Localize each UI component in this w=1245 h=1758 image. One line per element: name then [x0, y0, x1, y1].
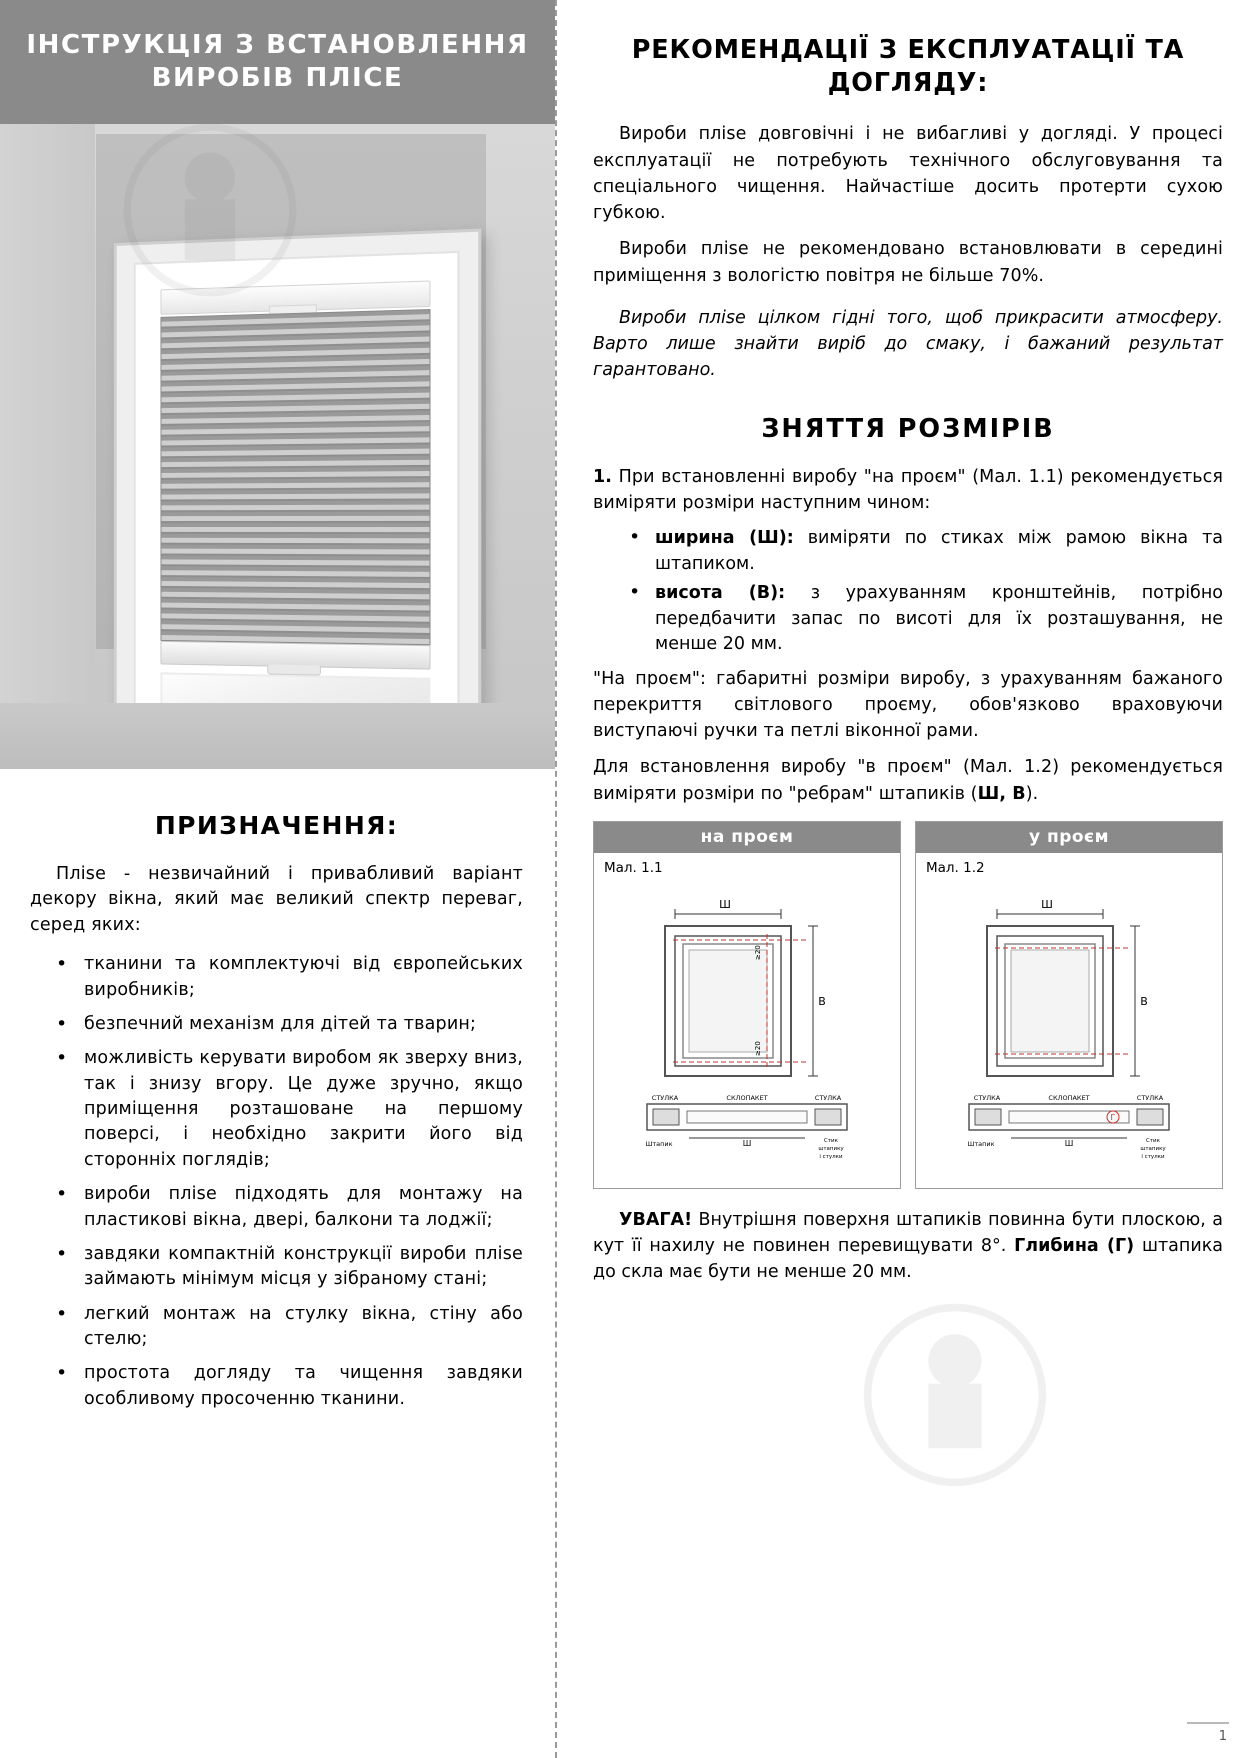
list-item: [593, 581, 1223, 658]
svg-text:і стулки: і стулки: [1141, 1153, 1165, 1160]
warning-note: [593, 1207, 1223, 1286]
diagram-in-opening: [915, 821, 1223, 1189]
list-item: [593, 526, 1223, 577]
floor-surface: [0, 703, 555, 769]
left-column: [0, 0, 555, 1758]
instruction-header-band: [0, 0, 555, 124]
diagram-1-header: на проєм: [594, 822, 900, 853]
svg-text:Стик: Стик: [824, 1137, 838, 1144]
svg-text:штапику: штапику: [1140, 1145, 1166, 1152]
term-height-text: з урахуванням кронштейнів, потрібно передбачити запас по висоті для їх розташування, не менше 20 мм.: [655, 583, 1223, 655]
svg-text:В: В: [1140, 994, 1148, 1008]
diagram-2-header: у проєм: [916, 822, 1222, 853]
measurement-step-number: 1.: [593, 466, 613, 487]
measurement-paragraph-3: [593, 754, 1223, 807]
svg-text:В: В: [818, 994, 826, 1008]
warning-text-part-1: Внутрішня поверхня штапиків повинна бути плоскою, а кут її нахилу не повинен перевищувати 8°.: [593, 1209, 1223, 1257]
svg-text:СКЛОПАКЕТ: СКЛОПАКЕТ: [1048, 1093, 1090, 1102]
svg-text:Ш: Ш: [1064, 1138, 1074, 1148]
window-frame: [114, 229, 481, 769]
svg-text:≥20: ≥20: [754, 945, 762, 960]
term-width: ширина (Ш):: [655, 528, 794, 548]
svg-text:СКЛОПАКЕТ: СКЛОПАКЕТ: [726, 1093, 768, 1102]
care-paragraph-2: Вироби пліse не рекомендовано встановлювати в середині приміщення з вологістю повітря не більше 70%.: [593, 239, 1223, 286]
svg-text:≥20: ≥20: [754, 1041, 762, 1056]
measurement-intro-text: При встановленні виробу "на проєм" (Мал. 1.1) рекомендується виміряти розміри наступним чином:: [593, 466, 1223, 513]
list-item: • легкий монтаж на стулку вікна, стіну або стелю;: [30, 1302, 523, 1353]
svg-text:штапику: штапику: [818, 1145, 844, 1152]
care-paragraph-1: Вироби пліse довговічні і не вибагливі у догляді. У процесі експлуатації не потребують технічного обслуговування та спеціального чищення. Найчастіше досить протерти сухою губкою.: [593, 124, 1223, 223]
svg-text:Штапик: Штапик: [967, 1139, 995, 1148]
warning-text-part-2: штапика до скла має бути не менше 20 мм.: [593, 1236, 1224, 1283]
page-number: 1: [1218, 1729, 1227, 1744]
measurement-p3-post: ).: [1025, 783, 1039, 804]
svg-text:Штапик: Штапик: [645, 1139, 673, 1148]
svg-text:Г: Г: [1110, 1112, 1116, 1122]
svg-text:Ш: Ш: [742, 1138, 752, 1148]
svg-text:Ш: Ш: [719, 897, 731, 911]
list-item: • завдяки компактній конструкції вироби пліse займають мінімум місця у зібраному стані;: [30, 1242, 523, 1293]
purpose-section: [0, 769, 555, 1412]
wall-surface: [0, 124, 95, 769]
svg-text:СТУЛКА: СТУЛКА: [973, 1093, 1001, 1102]
measurement-paragraph-2: "На проєм": габаритні розміри виробу, з урахуванням бажаного перекриття світлового проєму, обов'язково враховуючи виступаючі ручки та петлі віконної рами.: [593, 668, 1223, 742]
svg-text:СТУЛКА: СТУЛКА: [814, 1093, 842, 1102]
blind-bottom-rail: [160, 641, 430, 670]
warning-label: УВАГА!: [619, 1209, 693, 1230]
svg-text:Ш: Ш: [1041, 897, 1053, 911]
diagram-1-canvas: [594, 876, 900, 1188]
term-width-text: виміряти по стиках між рамою вікна та штапиком.: [655, 528, 1223, 574]
list-item: • простота догляду та чищення завдяки особливому просоченню тканини.: [30, 1361, 523, 1412]
diagram-2-svg: [924, 878, 1214, 1178]
care-paragraph-3: Вироби пліse цілком гідні того, щоб прикрасити атмосферу. Варто лише знайти виріб до смаку, і бажаний результат гарантовано.: [593, 307, 1223, 381]
list-item: • вироби пліse підходять для монтажу на пластикові вікна, двері, балкони та лоджії;: [30, 1182, 523, 1233]
product-photo: [0, 124, 555, 769]
purpose-intro: Пліse - незвичайний і привабливий варіант декору вікна, який має великий спектр переваг, серед яких:: [30, 864, 523, 935]
diagram-row: [593, 821, 1223, 1189]
diagram-on-opening: [593, 821, 901, 1189]
care-title: РЕКОМЕНДАЦІЇ З ЕКСПЛУАТАЦІЇ ТА ДОГЛЯДУ:: [631, 35, 1185, 98]
measurement-bullet-list: [593, 526, 1223, 658]
measurement-title: ЗНЯТТЯ РОЗМІРІВ: [761, 413, 1055, 444]
measurement-intro: [593, 464, 1223, 517]
page-title: ІНСТРУКЦІЯ З ВСТАНОВЛЕННЯ ВИРОБІВ ПЛІСЕ: [26, 29, 529, 93]
purpose-bullet-list: [30, 952, 523, 1412]
svg-text:Стик: Стик: [1146, 1137, 1160, 1144]
purpose-title: ПРИЗНАЧЕННЯ:: [154, 811, 399, 840]
pleated-fabric: [160, 309, 430, 645]
window-frame-inner: [134, 251, 460, 769]
diagram-2-canvas: [916, 876, 1222, 1188]
svg-text:СТУЛКА: СТУЛКА: [651, 1093, 679, 1102]
term-height: висота (В):: [655, 583, 786, 604]
svg-text:СТУЛКА: СТУЛКА: [1136, 1093, 1164, 1102]
measurement-p3-bold: Ш, В: [977, 783, 1026, 804]
corner-rule: [1187, 1722, 1229, 1724]
list-item: • тканини та комплектуючі від європейських виробників;: [30, 952, 523, 1003]
warning-depth-term: Глибина (Г): [1014, 1236, 1135, 1257]
list-item: • безпечний механізм для дітей та тварин;: [30, 1012, 523, 1037]
right-column: [557, 0, 1245, 1758]
diagram-2-label: Мал. 1.2: [926, 859, 985, 876]
diagram-1-svg: [602, 878, 892, 1178]
measurement-p3-pre: Для встановлення виробу "в проєм" (Мал. 1.2) рекомендується виміряти розміри по "ребрам" штапиків (: [593, 757, 1223, 804]
list-item: • можливість керувати виробом як зверху вниз, так і знизу вгору. Це дуже зручно, якщо приміщення розташоване на першому поверсі, і необхідно закрити його від сторонніх поглядів;: [30, 1046, 523, 1173]
svg-text:і стулки: і стулки: [819, 1153, 843, 1160]
diagram-1-label: Мал. 1.1: [604, 859, 663, 876]
